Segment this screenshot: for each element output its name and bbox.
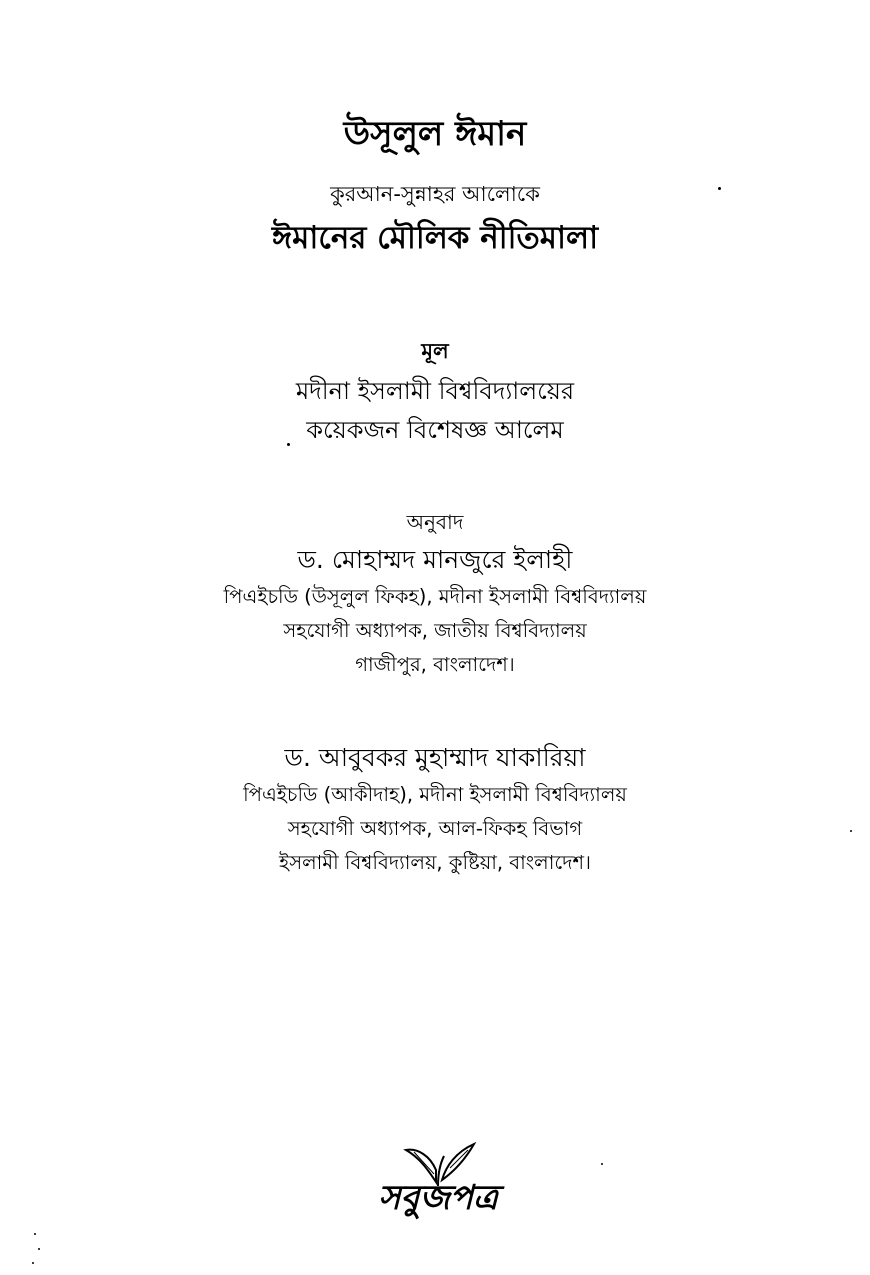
translator-name: ড. আবুবকর মুহাম্মাদ যাকারিয়া — [284, 743, 586, 772]
scan-speck — [287, 443, 290, 446]
book-subtitle-main: ঈমানের মৌলিক নীতিমালা — [271, 220, 599, 256]
translator-location: ইসলামী বিশ্ববিদ্যালয়, কুষ্টিয়া, বাংলাদেশ। — [279, 851, 591, 874]
scan-speck — [718, 187, 721, 190]
scan-speck — [601, 1163, 603, 1165]
book-subtitle: কুরআন-সুন্নাহর আলোকে — [330, 182, 540, 206]
translator-location: গাজীপুর, বাংলাদেশ। — [355, 653, 515, 676]
publisher-logo — [358, 1130, 518, 1220]
scan-speck — [32, 1262, 34, 1264]
original-author-line-2: কয়েকজন বিশেষজ্ঞ আলেম — [306, 416, 564, 444]
scan-speck — [34, 1233, 36, 1235]
original-label: মূল — [421, 339, 449, 363]
translator-position: সহযোগী অধ্যাপক, আল-ফিকহ বিভাগ — [287, 817, 583, 840]
scan-speck — [850, 830, 852, 832]
publisher-name: সবুজপত্র — [378, 1178, 498, 1218]
translator-position: সহযোগী অধ্যাপক, জাতীয় বিশ্ববিদ্যালয় — [283, 619, 587, 642]
translator-credential: পিএইচডি (আকীদাহ), মদীনা ইসলামী বিশ্ববিদ্যালয় — [243, 783, 627, 806]
scan-speck — [38, 1248, 40, 1250]
original-author-line-1: মদীনা ইসলামী বিশ্ববিদ্যালয়ের — [295, 377, 575, 405]
translator-credential: পিএইচডি (উসূলুল ফিকহ), মদীনা ইসলামী বিশ্ববিদ্যালয় — [223, 585, 647, 608]
translation-label: অনুবাদ — [406, 510, 464, 534]
translator-name: ড. মোহাম্মদ মানজুরে ইলাহী — [297, 545, 573, 574]
book-title: উসূলুল ঈমান — [343, 114, 527, 154]
